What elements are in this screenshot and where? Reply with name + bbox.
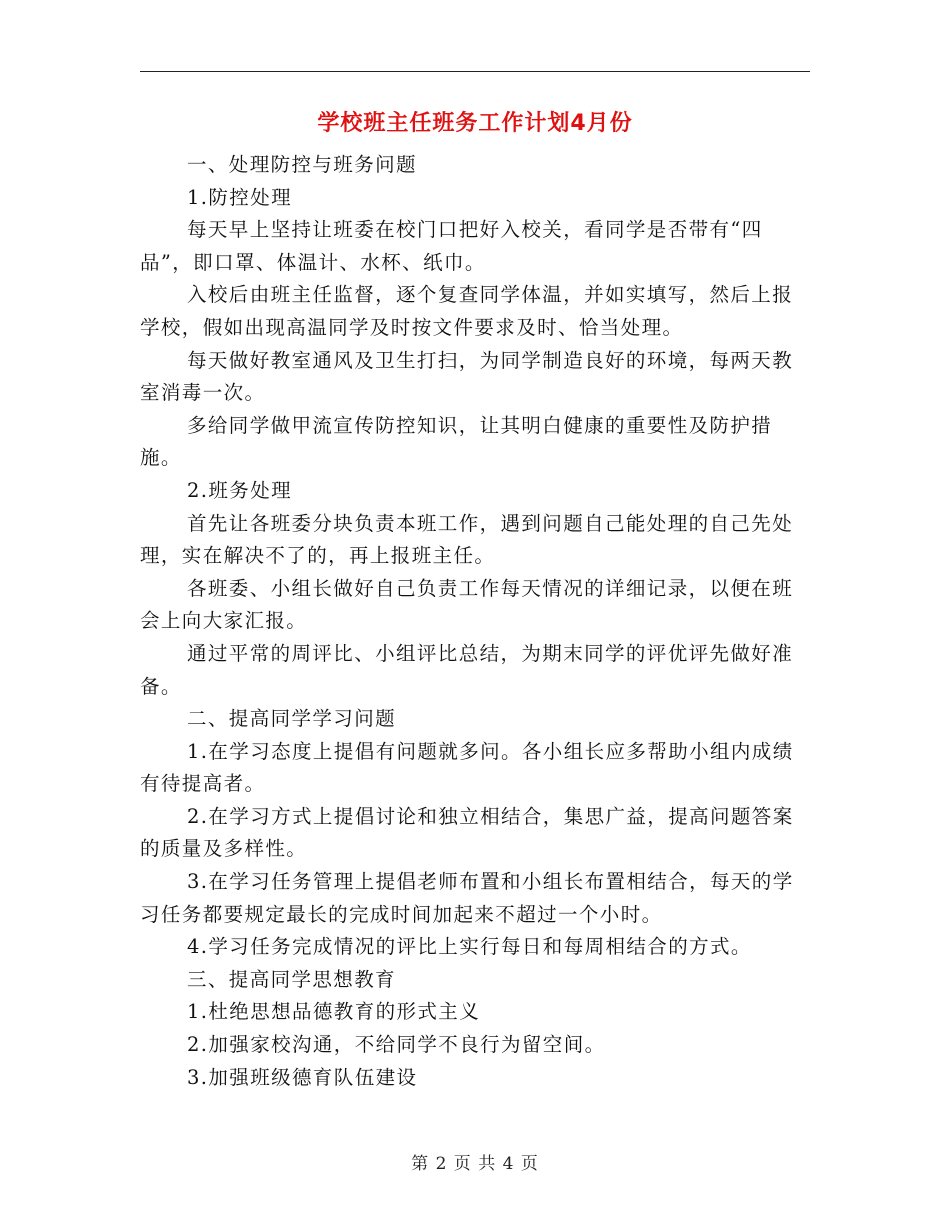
paragraph: 每天做好教室通风及卫生打扫，为同学制造良好的环境，每两天教室消毒一次。 xyxy=(140,348,794,405)
page-footer: 第 2 页 共 4 页 xyxy=(411,1154,539,1174)
list-item: 3.加强班级德育队伍建设 xyxy=(187,1065,418,1089)
document-title: 学校班主任班务工作计划4月份 xyxy=(317,111,633,136)
paragraph: 多给同学做甲流宣传防控知识，让其明白健康的重要性及防护措施。 xyxy=(140,413,773,470)
paragraph: 通过平常的周评比、小组评比总结，为期末同学的评优评先做好准备。 xyxy=(140,641,794,698)
list-item: 3.在学习任务管理上提倡老师布置和小组长布置相结合，每天的学习任务都要规定最长的完成时间加起来不超过一个小时。 xyxy=(140,870,794,926)
section-heading-3: 三、提高同学思想教育 xyxy=(187,967,397,991)
paragraph: 每天早上坚持让班委在校门口把好入校关，看同学是否带有“四品”，即口罩、体温计、水杯、纸巾。 xyxy=(140,218,763,274)
document-body xyxy=(140,149,800,1094)
list-item: 1.在学习态度上提倡有问题就多问。各小组长应多帮助小组内成绩有待提高者。 xyxy=(140,739,794,796)
paragraph: 首先让各班委分块负责本班工作，遇到问题自己能处理的自己先处理，实在解决不了的，再上报班主任。 xyxy=(140,511,794,568)
list-item: 2.在学习方式上提倡讨论和独立相结合，集思广益，提高问题答案的质量及多样性。 xyxy=(140,804,794,861)
list-item: 1.杜绝思想品德教育的形式主义 xyxy=(187,1000,481,1024)
section-heading-2: 二、提高同学学习问题 xyxy=(187,707,397,731)
section-heading-1: 一、处理防控与班务问题 xyxy=(187,153,417,176)
subheading-prevention: 1.防控处理 xyxy=(187,185,293,209)
paragraph: 入校后由班主任监督，逐个复查同学体温，并如实填写，然后上报学校，假如出现高温同学及时按文件要求及时、恰当处理。 xyxy=(140,283,794,339)
list-item: 4.学习任务完成情况的评比上实行每日和每周相结合的方式。 xyxy=(187,935,752,959)
subheading-class-affairs: 2.班务处理 xyxy=(187,478,293,502)
paragraph: 各班委、小组长做好自己负责工作每天情况的详细记录，以便在班会上向大家汇报。 xyxy=(140,576,794,633)
header-rule xyxy=(140,71,810,72)
list-item: 2.加强家校沟通，不给同学不良行为留空间。 xyxy=(187,1033,606,1057)
